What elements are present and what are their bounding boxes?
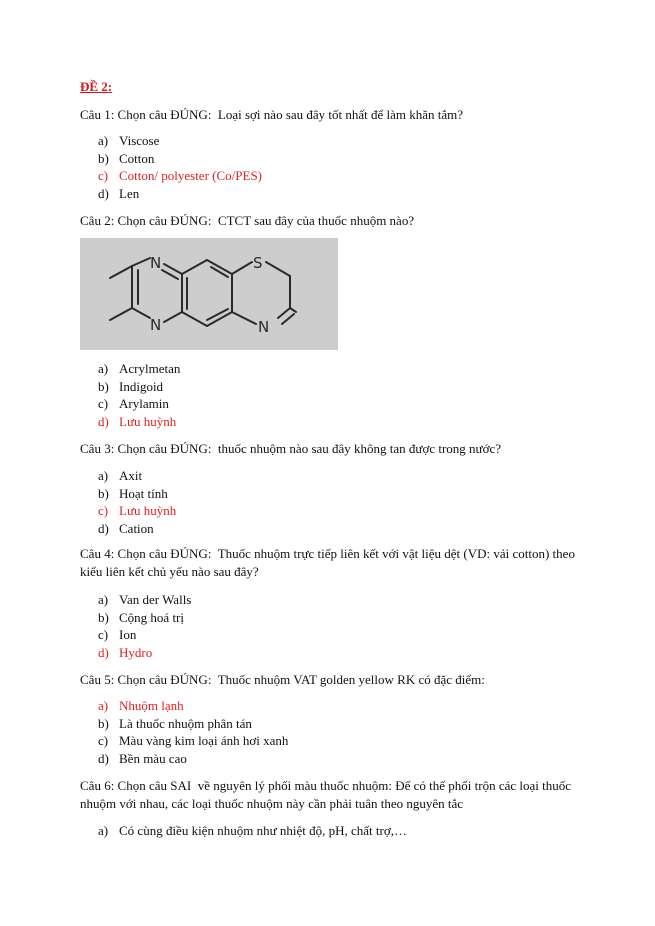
option-item (98, 822, 407, 840)
option-letter: d) (98, 414, 109, 430)
option-letter: c) (98, 168, 109, 184)
option-letter: d) (98, 645, 109, 661)
question-4-text: Câu 4: Chọn câu ĐÚNG: Thuốc nhuộm trực tiếp liên kết với vật liệu dệt (VD: vải cotton) theo kiểu liên kết chủ yếu nào sau đây? (80, 546, 579, 579)
question-1-options (98, 132, 262, 203)
option-item (98, 732, 288, 750)
option-item-correct (98, 167, 262, 185)
option-item (98, 360, 180, 378)
option-item-correct (98, 644, 191, 662)
option-letter: a) (98, 823, 109, 838)
option-text: Có cùng điều kiện nhuộm như nhiệt độ, pH, chất trợ,… (119, 823, 407, 838)
option-item (98, 715, 288, 733)
option-text: Ion (119, 627, 137, 643)
option-text: Bền màu cao (119, 751, 187, 767)
option-item (98, 150, 262, 168)
option-letter: b) (98, 715, 109, 731)
question-3-text: Câu 3: Chọn câu ĐÚNG: thuốc nhuộm nào sau đây không tan được trong nước? (80, 441, 502, 456)
option-item-correct (98, 502, 176, 520)
option-text: Axit (119, 468, 143, 483)
option-text: Van der Walls (119, 592, 192, 607)
page-heading: ĐỀ 2: (80, 79, 113, 94)
option-text: Nhuộm lạnh (119, 698, 184, 713)
option-item-correct (98, 697, 288, 715)
option-item (98, 750, 288, 768)
atom-label-nitrogen: N (258, 318, 270, 336)
option-item (98, 185, 262, 203)
option-text: Hoạt tính (119, 485, 168, 501)
option-text: Màu vàng kim loại ánh hơi xanh (119, 733, 289, 749)
option-text: Là thuốc nhuộm phân tán (119, 715, 252, 731)
question-4-options (98, 591, 191, 662)
chemical-structure-drawing (80, 238, 338, 350)
option-text: Indigoid (119, 378, 164, 394)
question-6-text: Câu 6: Chọn câu SAI về nguyên lý phối màu thuốc nhuộm: Để có thể phối trộn các loại thuốc nhuộm với nhau, các loại thuốc nhuộm này cần phải tuân theo nguyên tắc (80, 778, 575, 811)
option-letter: c) (98, 733, 109, 749)
option-text: Arylamin (119, 396, 169, 412)
option-item-correct (98, 413, 180, 431)
question-5-options (98, 697, 288, 768)
option-item (98, 395, 180, 413)
option-letter: a) (98, 468, 109, 483)
option-item (98, 626, 191, 644)
option-letter: d) (98, 186, 109, 202)
option-letter: b) (98, 609, 109, 625)
option-letter: d) (98, 521, 109, 537)
option-text: Lưu huỳnh (119, 414, 177, 430)
option-letter: a) (98, 133, 109, 148)
option-text: Len (119, 186, 140, 202)
option-item (98, 467, 176, 485)
option-letter: c) (98, 627, 109, 643)
option-item (98, 132, 262, 150)
atom-label-sulfur: S (253, 254, 263, 272)
option-letter: b) (98, 150, 109, 166)
question-2-options (98, 360, 180, 431)
option-letter: b) (98, 485, 109, 501)
atom-label-nitrogen: N (150, 316, 162, 334)
question-1-text: Câu 1: Chọn câu ĐÚNG: Loại sợi nào sau đây tốt nhất để làm khăn tắm? (80, 107, 464, 122)
chemical-structure-image (80, 238, 338, 350)
option-letter: a) (98, 361, 109, 376)
question-6-options (98, 822, 407, 840)
option-item (98, 591, 191, 609)
question-2-text: Câu 2: Chọn câu ĐÚNG: CTCT sau đây của thuốc nhuộm nào? (80, 213, 415, 228)
option-letter: c) (98, 396, 109, 412)
option-item (98, 485, 176, 503)
option-letter: c) (98, 503, 109, 519)
option-letter: b) (98, 378, 109, 394)
option-text: Lưu huỳnh (119, 503, 177, 519)
option-text: Cation (119, 521, 154, 537)
question-5-text: Câu 5: Chọn câu ĐÚNG: Thuốc nhuộm VAT golden yellow RK có đặc điểm: (80, 672, 485, 687)
option-letter: a) (98, 592, 109, 607)
option-letter: d) (98, 751, 109, 767)
option-item (98, 378, 180, 396)
option-text: Acrylmetan (119, 361, 181, 376)
option-item (98, 609, 191, 627)
option-text: Hydro (119, 645, 153, 661)
option-text: Viscose (119, 133, 160, 148)
option-text: Cotton/ polyester (Co/PES) (119, 168, 262, 184)
question-3-options (98, 467, 176, 538)
option-text: Cộng hoá trị (119, 609, 184, 625)
option-letter: a) (98, 698, 109, 713)
atom-label-nitrogen: N (150, 254, 162, 272)
option-text: Cotton (119, 150, 155, 166)
option-item (98, 520, 176, 538)
